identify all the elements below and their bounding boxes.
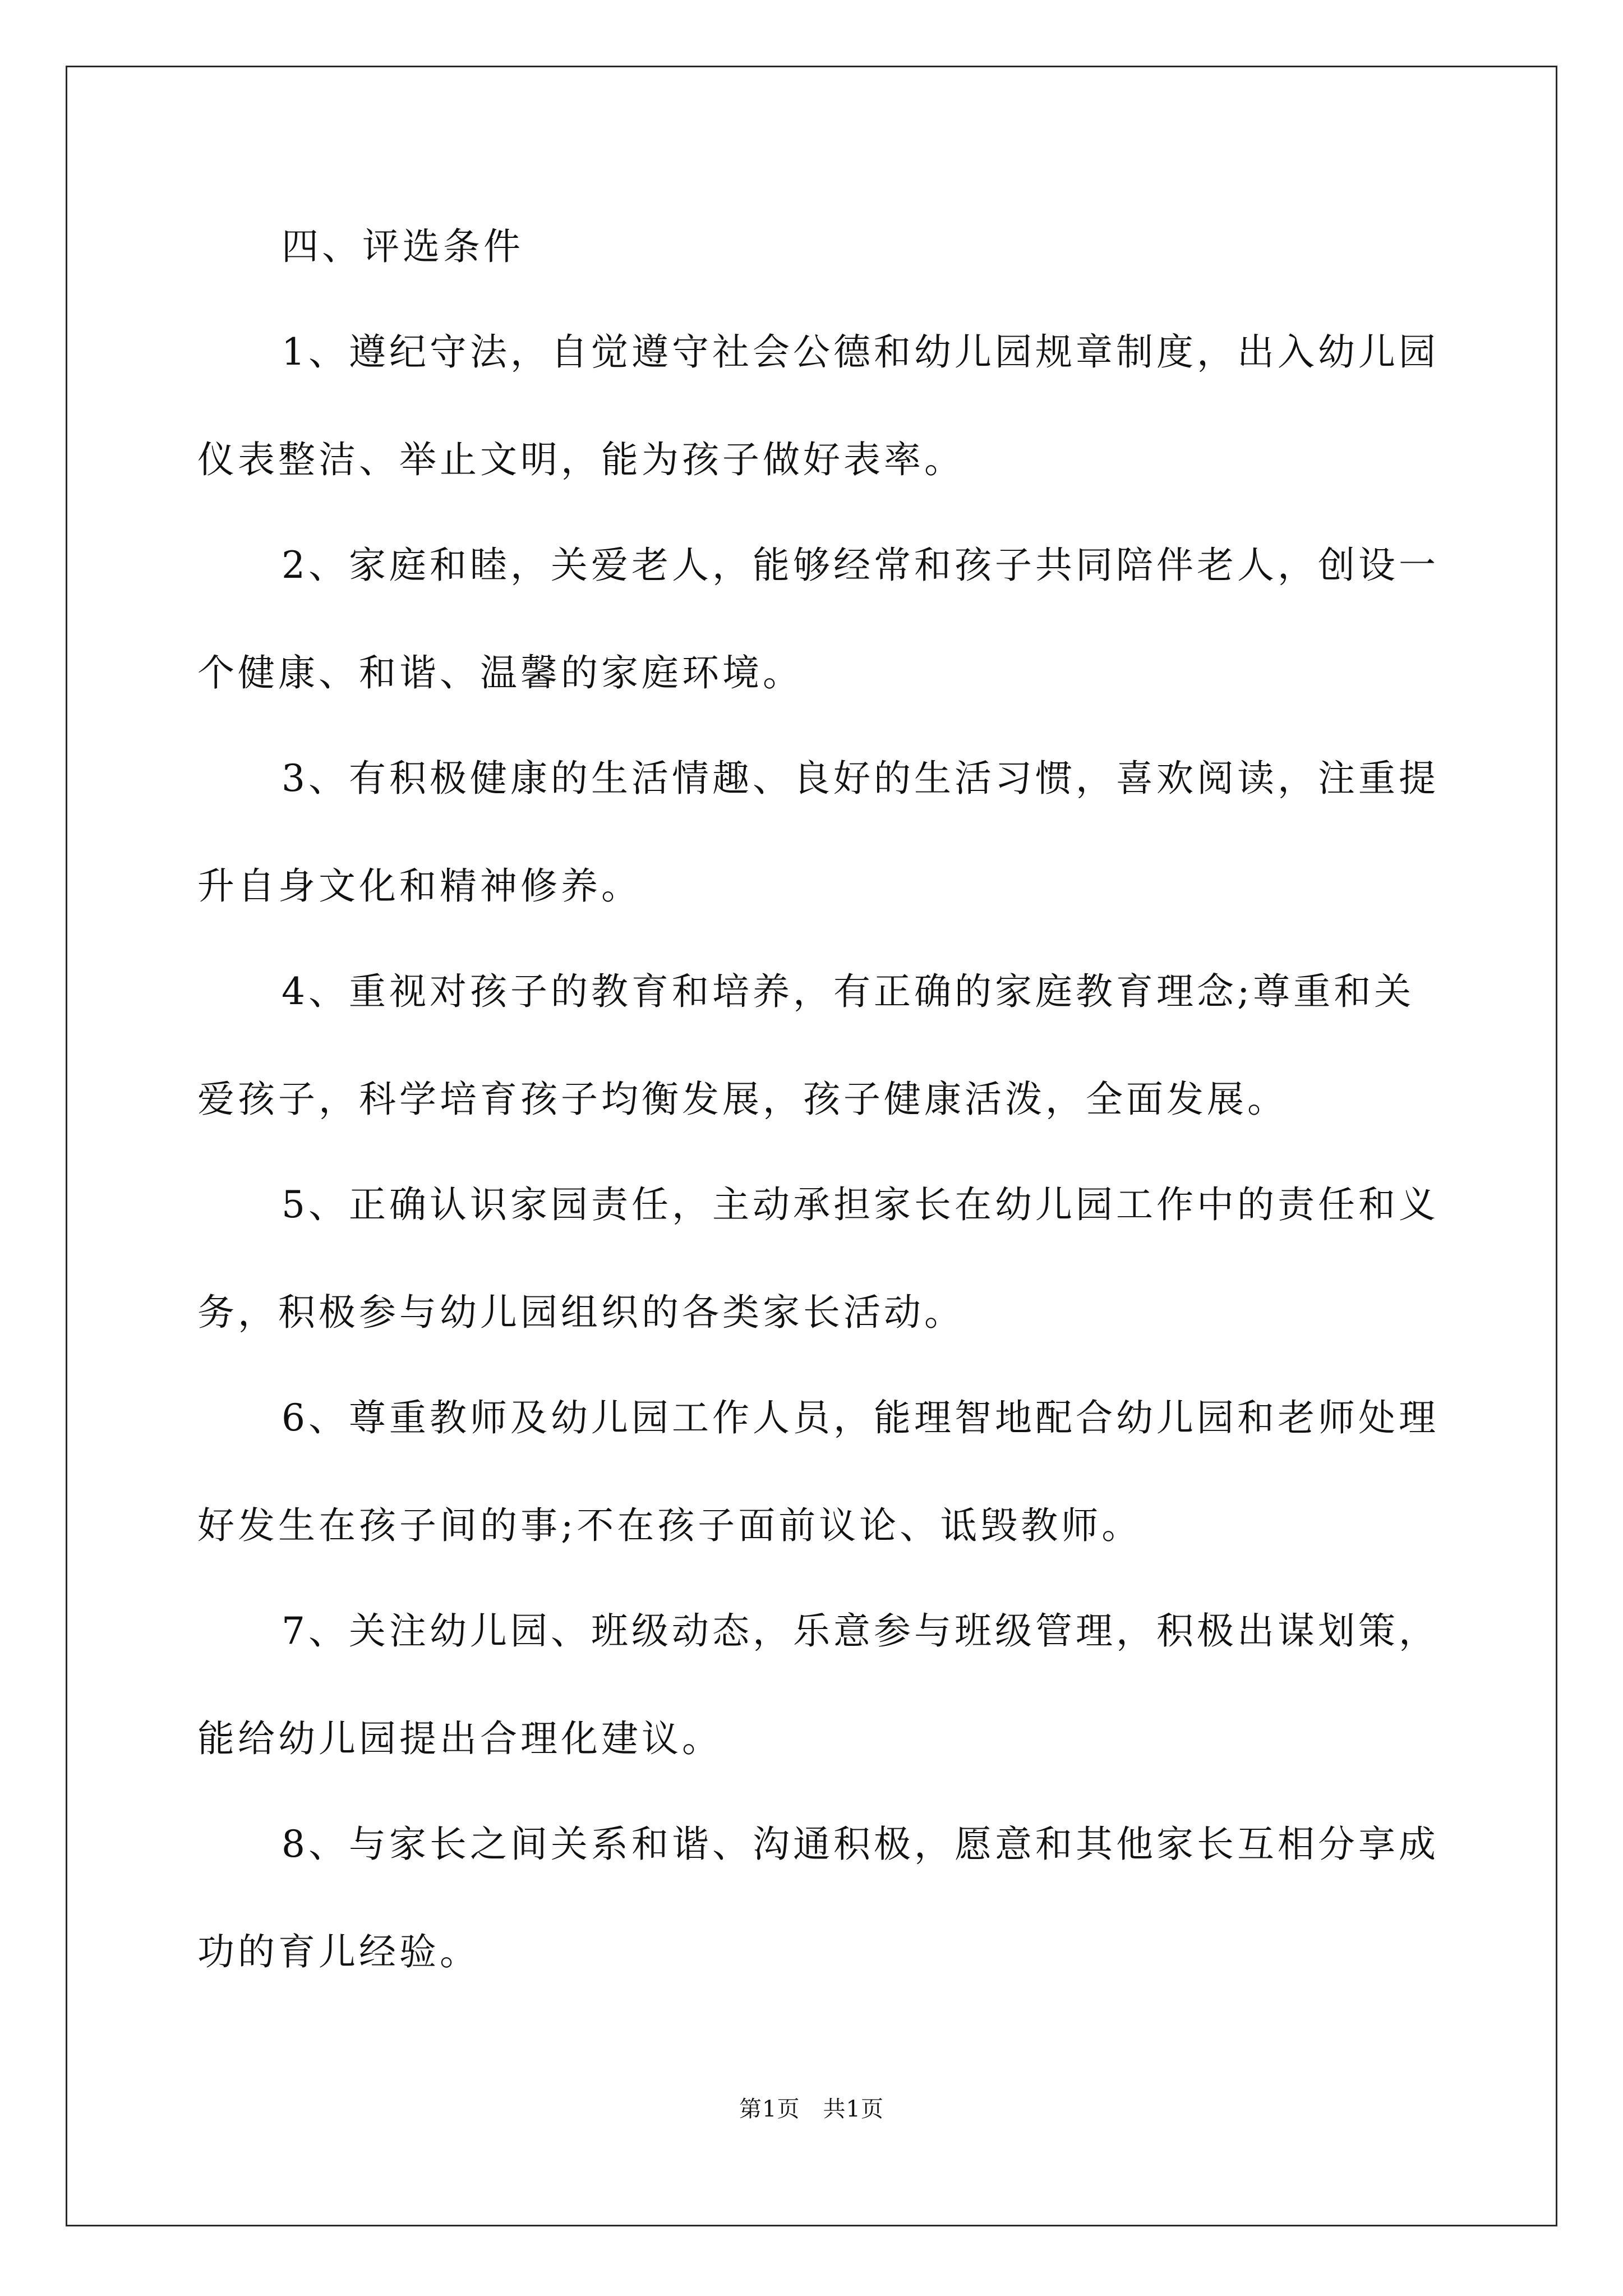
list-item-line: 7、关注幼儿园、班级动态，乐意参与班级管理，积极出谋划策， bbox=[282, 1609, 1439, 1653]
list-item bbox=[197, 1604, 1439, 1766]
list-item-line: 能给幼儿园提出合理化建议。 bbox=[197, 1717, 722, 1760]
list-item bbox=[197, 1178, 1439, 1340]
list-item-line: 爱孩子，科学培育孩子均衡发展，孩子健康活泼，全面发展。 bbox=[197, 1078, 1288, 1121]
list-item-line: 5、正确认识家园责任，主动承担家长在幼儿园工作中的责任和义 bbox=[282, 1183, 1439, 1226]
list-item-line: 4、重视对孩子的教育和培养，有正确的家庭教育理念;尊重和关 bbox=[282, 970, 1415, 1013]
list-item-line: 务，积极参与幼儿园组织的各类家长活动。 bbox=[197, 1291, 965, 1334]
list-item bbox=[197, 539, 1439, 700]
list-item-line: 1、遵纪守法，自觉遵守社会公德和幼儿园规章制度，出入幼儿园 bbox=[282, 330, 1439, 374]
list-item bbox=[197, 752, 1439, 913]
list-item-line: 好发生在孩子间的事;不在孩子面前议论、诋毁教师。 bbox=[197, 1504, 1142, 1547]
list-item bbox=[197, 1391, 1439, 1553]
list-item-line: 功的育儿经验。 bbox=[197, 1930, 480, 1973]
list-item bbox=[197, 1818, 1439, 1979]
section-heading: 四、评选条件 bbox=[282, 225, 524, 268]
list-item-line: 升自身文化和精神修养。 bbox=[197, 864, 642, 908]
list-item bbox=[197, 965, 1431, 1126]
list-item-line: 3、有积极健康的生活情趣、良好的生活习惯，喜欢阅读，注重提 bbox=[282, 757, 1439, 800]
list-item-line: 个健康、和谐、温馨的家庭环境。 bbox=[197, 651, 803, 694]
list-item-line: 8、与家长之间关系和谐、沟通积极，愿意和其他家长互相分享成 bbox=[282, 1823, 1439, 1866]
page-number: 第1页 共1页 bbox=[739, 2096, 884, 2122]
list-item-line: 6、尊重教师及幼儿园工作人员，能理智地配合幼儿园和老师处理 bbox=[282, 1396, 1439, 1439]
document-body bbox=[197, 220, 1439, 1979]
list-item bbox=[197, 325, 1439, 487]
list-item-line: 仪表整洁、举止文明，能为孩子做好表率。 bbox=[197, 438, 965, 481]
list-item-line: 2、家庭和睦，关爱老人，能够经常和孩子共同陪伴老人，创设一 bbox=[282, 544, 1439, 587]
